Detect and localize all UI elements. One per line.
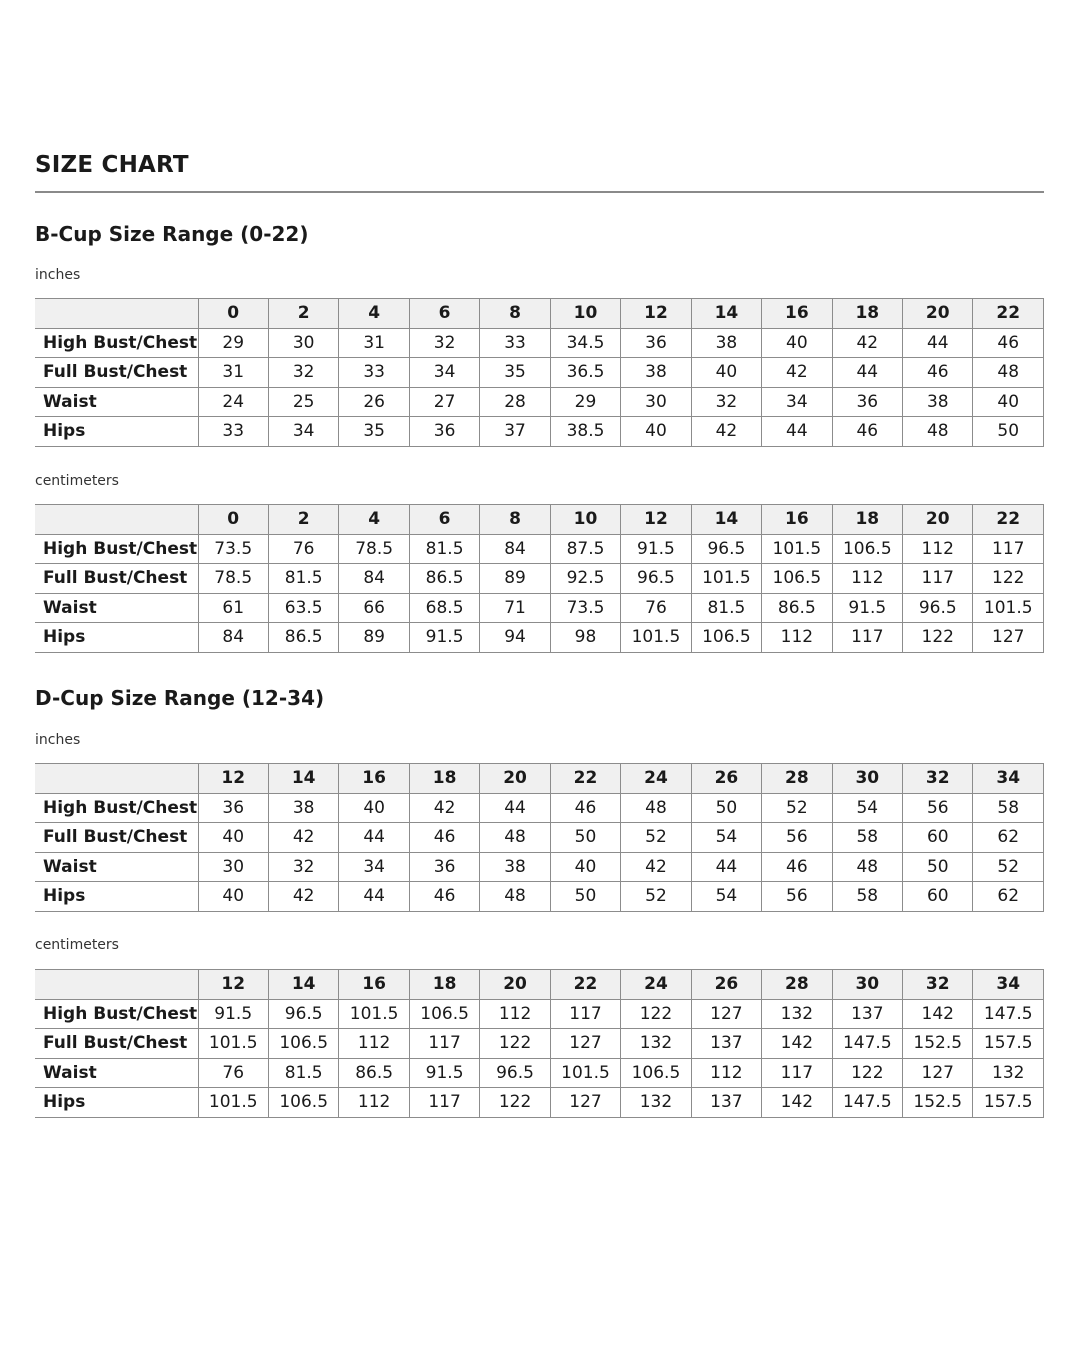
measurement-value: 48 xyxy=(973,358,1044,388)
measurement-value: 157.5 xyxy=(973,1029,1044,1059)
measurement-label: Waist xyxy=(35,852,198,882)
unit-label-d-cup-inches: inches xyxy=(35,732,81,748)
measurement-value: 76 xyxy=(268,534,338,564)
measurement-value: 91.5 xyxy=(409,623,479,653)
measurement-value: 44 xyxy=(903,328,973,358)
measurement-value: 92.5 xyxy=(550,564,620,594)
measurement-value: 44 xyxy=(762,417,832,447)
size-header-cell: 22 xyxy=(550,764,620,794)
size-header-cell: 26 xyxy=(691,764,761,794)
measurement-value: 46 xyxy=(903,358,973,388)
measurement-value: 30 xyxy=(621,387,691,417)
measurement-value: 46 xyxy=(762,852,832,882)
measurement-label: Full Bust/Chest xyxy=(35,564,198,594)
measurement-value: 24 xyxy=(198,387,268,417)
measurement-value: 142 xyxy=(762,1088,832,1118)
measurement-value: 87.5 xyxy=(550,534,620,564)
unit-label-b-cup-centimeters: centimeters xyxy=(35,473,119,489)
measurement-value: 122 xyxy=(621,999,691,1029)
measurement-label: Waist xyxy=(35,387,198,417)
measurement-value: 142 xyxy=(903,999,973,1029)
measurement-value: 91.5 xyxy=(832,593,902,623)
measurement-value: 31 xyxy=(339,328,409,358)
measurement-value: 73.5 xyxy=(550,593,620,623)
measurement-value: 117 xyxy=(903,564,973,594)
measurement-value: 137 xyxy=(691,1029,761,1059)
measurement-value: 96.5 xyxy=(903,593,973,623)
measurement-value: 117 xyxy=(409,1088,479,1118)
size-header-cell: 2 xyxy=(268,299,338,329)
measurement-value: 52 xyxy=(762,793,832,823)
measurement-value: 40 xyxy=(621,417,691,447)
measurement-value: 132 xyxy=(762,999,832,1029)
measurement-value: 106.5 xyxy=(409,999,479,1029)
measurement-value: 50 xyxy=(973,417,1044,447)
size-header-cell: 18 xyxy=(409,970,479,1000)
size-header-cell: 0 xyxy=(198,505,268,535)
measurement-value: 52 xyxy=(621,823,691,853)
measurement-value: 40 xyxy=(691,358,761,388)
measurement-value: 101.5 xyxy=(198,1088,268,1118)
measurement-value: 71 xyxy=(480,593,550,623)
measurement-value: 50 xyxy=(903,852,973,882)
measurement-value: 101.5 xyxy=(339,999,409,1029)
unit-label-b-cup-inches: inches xyxy=(35,267,81,283)
measurement-value: 33 xyxy=(339,358,409,388)
measurement-value: 29 xyxy=(550,387,620,417)
measurement-value: 30 xyxy=(268,328,338,358)
table-row xyxy=(35,593,1044,623)
measurement-value: 54 xyxy=(691,823,761,853)
measurement-value: 122 xyxy=(480,1088,550,1118)
size-header-cell: 14 xyxy=(268,764,338,794)
measurement-value: 127 xyxy=(973,623,1044,653)
measurement-value: 106.5 xyxy=(268,1029,338,1059)
measurement-value: 91.5 xyxy=(621,534,691,564)
measurement-value: 86.5 xyxy=(409,564,479,594)
measurement-value: 89 xyxy=(339,623,409,653)
measurement-value: 91.5 xyxy=(409,1058,479,1088)
measurement-value: 122 xyxy=(480,1029,550,1059)
measurement-value: 35 xyxy=(480,358,550,388)
measurement-value: 40 xyxy=(198,882,268,912)
measurement-label: Full Bust/Chest xyxy=(35,1029,198,1059)
measurement-value: 81.5 xyxy=(691,593,761,623)
size-header-cell: 4 xyxy=(339,299,409,329)
measurement-label: High Bust/Chest xyxy=(35,999,198,1029)
measurement-value: 112 xyxy=(691,1058,761,1088)
measurement-value: 61 xyxy=(198,593,268,623)
measurement-value: 48 xyxy=(832,852,902,882)
measurement-value: 58 xyxy=(832,882,902,912)
measurement-value: 33 xyxy=(480,328,550,358)
size-header-cell: 20 xyxy=(903,505,973,535)
size-header-cell: 24 xyxy=(621,764,691,794)
measurement-value: 117 xyxy=(832,623,902,653)
measurement-value: 25 xyxy=(268,387,338,417)
size-header-cell: 22 xyxy=(973,299,1044,329)
measurement-value: 46 xyxy=(973,328,1044,358)
table-row xyxy=(35,417,1044,447)
measurement-value: 36 xyxy=(621,328,691,358)
size-header-cell: 24 xyxy=(621,970,691,1000)
measurement-value: 48 xyxy=(621,793,691,823)
measurement-value: 40 xyxy=(339,793,409,823)
measurement-value: 40 xyxy=(198,823,268,853)
section-heading-b-cup: B-Cup Size Range (0-22) xyxy=(35,222,309,246)
measurement-value: 30 xyxy=(198,852,268,882)
measurement-label: High Bust/Chest xyxy=(35,328,198,358)
measurement-value: 112 xyxy=(339,1029,409,1059)
measurement-value: 96.5 xyxy=(480,1058,550,1088)
measurement-value: 132 xyxy=(621,1088,691,1118)
size-header-cell: 12 xyxy=(198,764,268,794)
measurement-value: 54 xyxy=(691,882,761,912)
table-row xyxy=(35,1058,1044,1088)
measurement-value: 117 xyxy=(973,534,1044,564)
table-row xyxy=(35,564,1044,594)
measurement-value: 36 xyxy=(198,793,268,823)
measurement-value: 36 xyxy=(409,417,479,447)
measurement-value: 78.5 xyxy=(198,564,268,594)
measurement-value: 34 xyxy=(268,417,338,447)
measurement-value: 106.5 xyxy=(762,564,832,594)
size-header-cell: 34 xyxy=(973,764,1044,794)
measurement-value: 94 xyxy=(480,623,550,653)
measurement-value: 52 xyxy=(973,852,1044,882)
measurement-value: 38 xyxy=(480,852,550,882)
measurement-value: 40 xyxy=(973,387,1044,417)
size-header-cell: 16 xyxy=(762,299,832,329)
table-row xyxy=(35,1029,1044,1059)
size-header-cell: 18 xyxy=(832,505,902,535)
measurement-label: Hips xyxy=(35,417,198,447)
measurement-value: 44 xyxy=(339,823,409,853)
measurement-value: 106.5 xyxy=(832,534,902,564)
measurement-value: 26 xyxy=(339,387,409,417)
table-row xyxy=(35,1088,1044,1118)
measurement-value: 122 xyxy=(903,623,973,653)
size-header-cell: 20 xyxy=(480,764,550,794)
measurement-value: 31 xyxy=(198,358,268,388)
measurement-value: 38 xyxy=(268,793,338,823)
measurement-label: Waist xyxy=(35,1058,198,1088)
measurement-value: 28 xyxy=(480,387,550,417)
measurement-value: 112 xyxy=(480,999,550,1029)
measurement-value: 96.5 xyxy=(621,564,691,594)
measurement-value: 132 xyxy=(973,1058,1044,1088)
measurement-value: 76 xyxy=(198,1058,268,1088)
measurement-value: 44 xyxy=(832,358,902,388)
size-header-row xyxy=(35,764,1044,794)
size-header-cell: 16 xyxy=(339,970,409,1000)
header-corner-cell xyxy=(35,299,198,329)
size-header-cell: 34 xyxy=(973,970,1044,1000)
measurement-value: 147.5 xyxy=(832,1088,902,1118)
size-header-row xyxy=(35,970,1044,1000)
measurement-value: 127 xyxy=(691,999,761,1029)
measurement-value: 112 xyxy=(903,534,973,564)
measurement-value: 76 xyxy=(621,593,691,623)
measurement-label: Hips xyxy=(35,623,198,653)
measurement-value: 56 xyxy=(762,882,832,912)
size-header-cell: 12 xyxy=(198,970,268,1000)
size-header-cell: 30 xyxy=(832,764,902,794)
measurement-label: Hips xyxy=(35,1088,198,1118)
measurement-value: 50 xyxy=(691,793,761,823)
measurement-value: 50 xyxy=(550,882,620,912)
measurement-value: 38 xyxy=(691,328,761,358)
measurement-value: 63.5 xyxy=(268,593,338,623)
measurement-value: 137 xyxy=(832,999,902,1029)
measurement-value: 40 xyxy=(550,852,620,882)
measurement-value: 38 xyxy=(903,387,973,417)
measurement-value: 60 xyxy=(903,823,973,853)
page-title: SIZE CHART xyxy=(35,152,189,178)
measurement-value: 84 xyxy=(198,623,268,653)
measurement-value: 48 xyxy=(480,823,550,853)
size-table-b-cup-centimeters xyxy=(35,504,1044,653)
measurement-value: 96.5 xyxy=(691,534,761,564)
measurement-label: Hips xyxy=(35,882,198,912)
size-header-cell: 16 xyxy=(762,505,832,535)
measurement-value: 101.5 xyxy=(621,623,691,653)
measurement-value: 29 xyxy=(198,328,268,358)
measurement-value: 91.5 xyxy=(198,999,268,1029)
header-corner-cell xyxy=(35,764,198,794)
measurement-value: 44 xyxy=(480,793,550,823)
measurement-value: 147.5 xyxy=(973,999,1044,1029)
measurement-value: 152.5 xyxy=(903,1088,973,1118)
measurement-value: 46 xyxy=(409,823,479,853)
measurement-value: 46 xyxy=(409,882,479,912)
table-row xyxy=(35,328,1044,358)
measurement-value: 106.5 xyxy=(268,1088,338,1118)
size-header-cell: 12 xyxy=(621,299,691,329)
size-header-cell: 2 xyxy=(268,505,338,535)
measurement-value: 127 xyxy=(550,1088,620,1118)
size-header-cell: 22 xyxy=(550,970,620,1000)
measurement-value: 101.5 xyxy=(198,1029,268,1059)
measurement-value: 40 xyxy=(762,328,832,358)
measurement-value: 62 xyxy=(973,882,1044,912)
table-row xyxy=(35,358,1044,388)
measurement-value: 58 xyxy=(973,793,1044,823)
measurement-value: 84 xyxy=(339,564,409,594)
measurement-value: 106.5 xyxy=(691,623,761,653)
section-heading-d-cup: D-Cup Size Range (12-34) xyxy=(35,686,325,710)
measurement-value: 106.5 xyxy=(621,1058,691,1088)
measurement-value: 36.5 xyxy=(550,358,620,388)
measurement-value: 48 xyxy=(480,882,550,912)
measurement-label: Full Bust/Chest xyxy=(35,358,198,388)
measurement-value: 42 xyxy=(691,417,761,447)
size-header-cell: 14 xyxy=(691,505,761,535)
measurement-value: 42 xyxy=(268,823,338,853)
measurement-value: 35 xyxy=(339,417,409,447)
header-corner-cell xyxy=(35,970,198,1000)
size-header-cell: 30 xyxy=(832,970,902,1000)
measurement-value: 68.5 xyxy=(409,593,479,623)
size-header-cell: 6 xyxy=(409,505,479,535)
measurement-value: 78.5 xyxy=(339,534,409,564)
table-row xyxy=(35,387,1044,417)
measurement-value: 96.5 xyxy=(268,999,338,1029)
unit-label-d-cup-centimeters: centimeters xyxy=(35,937,119,953)
measurement-value: 37 xyxy=(480,417,550,447)
size-header-cell: 28 xyxy=(762,970,832,1000)
table-row xyxy=(35,623,1044,653)
measurement-value: 66 xyxy=(339,593,409,623)
measurement-value: 86.5 xyxy=(339,1058,409,1088)
measurement-value: 81.5 xyxy=(268,1058,338,1088)
measurement-value: 34 xyxy=(762,387,832,417)
size-header-cell: 14 xyxy=(268,970,338,1000)
measurement-value: 101.5 xyxy=(550,1058,620,1088)
measurement-value: 101.5 xyxy=(762,534,832,564)
measurement-value: 44 xyxy=(339,882,409,912)
size-header-cell: 26 xyxy=(691,970,761,1000)
measurement-value: 86.5 xyxy=(762,593,832,623)
measurement-value: 38.5 xyxy=(550,417,620,447)
measurement-value: 46 xyxy=(550,793,620,823)
measurement-label: High Bust/Chest xyxy=(35,793,198,823)
measurement-value: 98 xyxy=(550,623,620,653)
measurement-value: 42 xyxy=(268,882,338,912)
measurement-value: 42 xyxy=(409,793,479,823)
size-header-row xyxy=(35,299,1044,329)
measurement-value: 86.5 xyxy=(268,623,338,653)
measurement-value: 54 xyxy=(832,793,902,823)
measurement-value: 44 xyxy=(691,852,761,882)
measurement-value: 32 xyxy=(691,387,761,417)
size-header-row xyxy=(35,505,1044,535)
measurement-value: 60 xyxy=(903,882,973,912)
measurement-value: 117 xyxy=(409,1029,479,1059)
measurement-value: 34 xyxy=(409,358,479,388)
size-header-cell: 14 xyxy=(691,299,761,329)
size-table-d-cup-centimeters xyxy=(35,969,1044,1118)
measurement-value: 52 xyxy=(621,882,691,912)
size-header-cell: 6 xyxy=(409,299,479,329)
measurement-value: 117 xyxy=(550,999,620,1029)
measurement-value: 42 xyxy=(621,852,691,882)
header-corner-cell xyxy=(35,505,198,535)
table-row xyxy=(35,882,1044,912)
measurement-value: 142 xyxy=(762,1029,832,1059)
size-header-cell: 4 xyxy=(339,505,409,535)
measurement-value: 89 xyxy=(480,564,550,594)
measurement-label: High Bust/Chest xyxy=(35,534,198,564)
measurement-value: 48 xyxy=(903,417,973,447)
measurement-value: 101.5 xyxy=(973,593,1044,623)
table-row xyxy=(35,793,1044,823)
measurement-value: 32 xyxy=(268,358,338,388)
size-header-cell: 12 xyxy=(621,505,691,535)
measurement-value: 127 xyxy=(550,1029,620,1059)
size-header-cell: 18 xyxy=(832,299,902,329)
measurement-value: 36 xyxy=(409,852,479,882)
measurement-value: 56 xyxy=(762,823,832,853)
measurement-value: 122 xyxy=(832,1058,902,1088)
table-row xyxy=(35,823,1044,853)
measurement-value: 137 xyxy=(691,1088,761,1118)
measurement-value: 27 xyxy=(409,387,479,417)
measurement-value: 112 xyxy=(832,564,902,594)
measurement-value: 36 xyxy=(832,387,902,417)
table-row xyxy=(35,534,1044,564)
size-header-cell: 18 xyxy=(409,764,479,794)
measurement-value: 62 xyxy=(973,823,1044,853)
measurement-value: 32 xyxy=(409,328,479,358)
measurement-value: 101.5 xyxy=(691,564,761,594)
measurement-value: 152.5 xyxy=(903,1029,973,1059)
size-header-cell: 0 xyxy=(198,299,268,329)
measurement-value: 127 xyxy=(903,1058,973,1088)
measurement-value: 46 xyxy=(832,417,902,447)
measurement-value: 32 xyxy=(268,852,338,882)
measurement-value: 42 xyxy=(832,328,902,358)
size-header-cell: 16 xyxy=(339,764,409,794)
size-header-cell: 22 xyxy=(973,505,1044,535)
table-row xyxy=(35,852,1044,882)
measurement-value: 34.5 xyxy=(550,328,620,358)
measurement-value: 157.5 xyxy=(973,1088,1044,1118)
size-header-cell: 8 xyxy=(480,505,550,535)
size-header-cell: 10 xyxy=(550,505,620,535)
measurement-value: 81.5 xyxy=(268,564,338,594)
measurement-value: 84 xyxy=(480,534,550,564)
measurement-value: 112 xyxy=(762,623,832,653)
size-header-cell: 32 xyxy=(903,970,973,1000)
measurement-label: Waist xyxy=(35,593,198,623)
title-divider xyxy=(35,191,1044,193)
measurement-value: 117 xyxy=(762,1058,832,1088)
measurement-value: 33 xyxy=(198,417,268,447)
measurement-value: 56 xyxy=(903,793,973,823)
measurement-value: 81.5 xyxy=(409,534,479,564)
measurement-value: 122 xyxy=(973,564,1044,594)
size-header-cell: 28 xyxy=(762,764,832,794)
measurement-label: Full Bust/Chest xyxy=(35,823,198,853)
measurement-value: 112 xyxy=(339,1088,409,1118)
size-header-cell: 20 xyxy=(480,970,550,1000)
table-row xyxy=(35,999,1044,1029)
size-table-b-cup-inches xyxy=(35,298,1044,447)
size-header-cell: 20 xyxy=(903,299,973,329)
measurement-value: 73.5 xyxy=(198,534,268,564)
measurement-value: 147.5 xyxy=(832,1029,902,1059)
size-table-d-cup-inches xyxy=(35,763,1044,912)
measurement-value: 132 xyxy=(621,1029,691,1059)
measurement-value: 50 xyxy=(550,823,620,853)
size-header-cell: 32 xyxy=(903,764,973,794)
size-header-cell: 8 xyxy=(480,299,550,329)
measurement-value: 42 xyxy=(762,358,832,388)
measurement-value: 38 xyxy=(621,358,691,388)
size-header-cell: 10 xyxy=(550,299,620,329)
measurement-value: 34 xyxy=(339,852,409,882)
measurement-value: 58 xyxy=(832,823,902,853)
